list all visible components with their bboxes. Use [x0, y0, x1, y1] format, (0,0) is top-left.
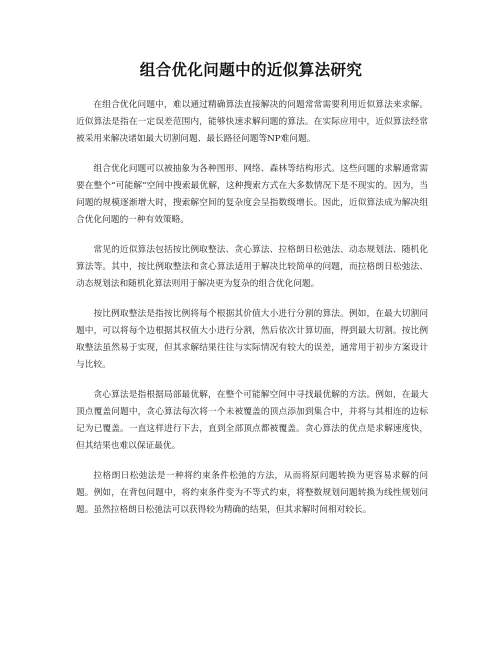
paragraph-proportional-rounding: 按比例取整法是指按比例将每个根据其价值大小进行分割的算法。例如，在最大切割问题中，可以将每个边根据其权值大小进行分割，然后依次计算切面，得到最大切割。按比例取整法虽然易于实现，但其求解结果往往与实际情况有较大的误差，通常用于初步方案设计与比较。 [76, 309, 428, 370]
paragraph-common-algorithms: 常见的近似算法包括按比例取整法、贪心算法、拉格朗日松弛法、动态规划法、随机化算法等。其中，按比例取整法和贪心算法适用于解决比较简单的问题，而拉格朗日松弛法、动态规划法和随机化算法则用于解决更为复杂的组合优化问题。 [76, 245, 428, 289]
paragraph-greedy: 贪心算法是指根据局部最优解，在整个可能解空间中寻找最优解的方法。例如，在最大顶点覆盖问题中，贪心算法每次将一个未被覆盖的顶点添加到集合中，并将与其相连的边标记为已覆盖。一直这样进行下去，直到全部顶点都被覆盖。贪心算法的优点是求解速度快，但其结果也难以保证最优。 [76, 390, 428, 451]
paragraph-lagrangian: 拉格朗日松弛法是一种将约束条件松弛的方法，从而将原问题转换为更容易求解的问题。例如，在背包问题中，将约束条件变为不等式约束，将整数规划问题转换为线性规划问题。虽然拉格朗日松弛法可以获得较为精确的结果，但其求解时间相对较长。 [76, 471, 428, 515]
document-body [76, 97, 428, 532]
paragraph-intro: 在组合优化问题中，难以通过精确算法直接解决的问题常常需要利用近似算法来求解。近似算法是指在一定误差范围内，能够快速求解问题的算法。在实际应用中，近似算法经常被采用来解决诸如最大切割问题、最长路径问题等NP难问题。 [76, 100, 428, 144]
paragraph-abstraction: 组合优化问题可以被抽象为各种图形、网络、森林等结构形式。这些问题的求解通常需要在整个“可能解”空间中搜索最优解，这种搜索方式在大多数情况下是不现实的。因为，当问题的规模逐渐增大时，搜索解空间的复杂度会呈指数级增长。因此，近似算法成为解决组合优化问题的一种有效策略。 [76, 164, 428, 225]
document-title: 组合优化问题中的近似算法研究 [139, 61, 363, 79]
